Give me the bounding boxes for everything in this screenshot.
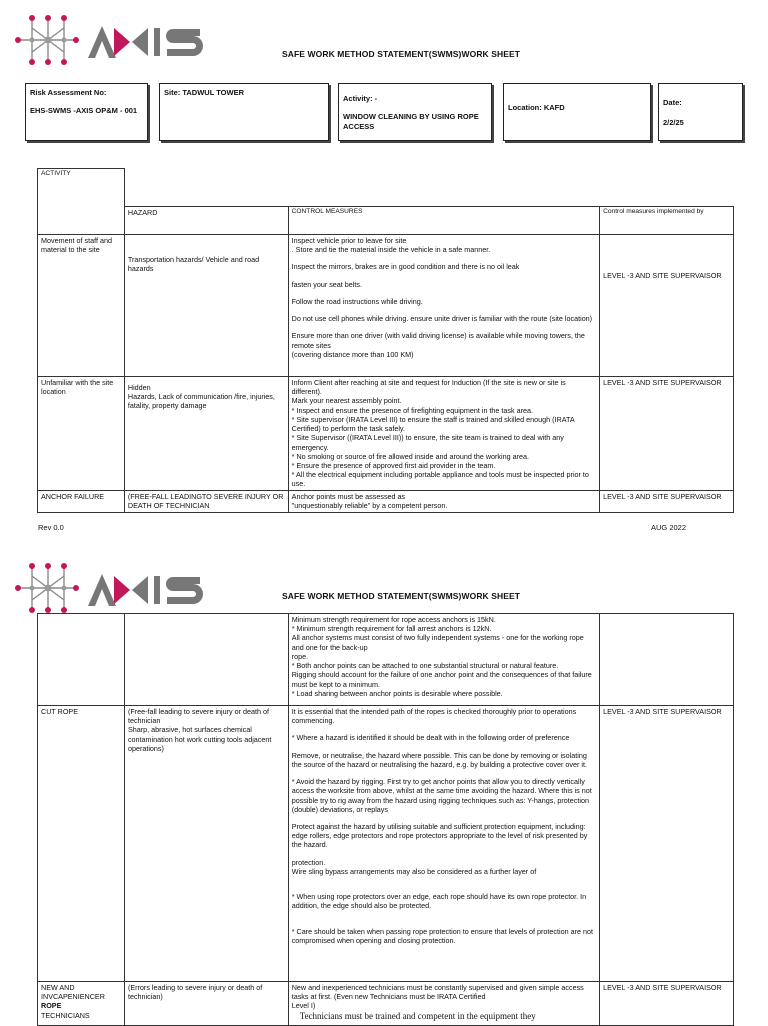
risk-assessment-box <box>25 83 148 141</box>
hazard-cell <box>124 614 288 706</box>
swms-table-page2 <box>37 613 734 1026</box>
control-cell: Minimum strength requirement for rope access anchors is 15kN. * Minimum strength requirement for fall arrest anchors is 12kN. All anchor systems must consist of two fully independent systems - one for the working rope and one for the back-up rope. * Both anchor points can be attached to one substantial structural or natural feature. Rigging should account for the failure of one anchor point and the consequences of that failure must be kept to a minimum. * Load sharing between anchor points is desirable where possible. <box>288 614 599 706</box>
activity-cell: Unfamiliar with the site location <box>38 377 125 491</box>
control-item: Inspect the mirrors, brakes are in good condition and there is no oil leak <box>291 262 520 272</box>
revision-label: Rev 0.0 <box>38 523 64 532</box>
activity-cell: ANCHOR FAILURE <box>38 490 125 512</box>
impl-cell <box>600 614 734 706</box>
col-impl-header: Control measures implemented by <box>600 207 734 235</box>
page-title: SAFE WORK METHOD STATEMENT(SWMS)WORK SHEET <box>282 591 521 601</box>
location-box <box>503 83 651 141</box>
page-title: SAFE WORK METHOD STATEMENT(SWMS)WORK SHEET <box>282 49 521 59</box>
swms-table-page1 <box>37 168 734 513</box>
control-cell <box>288 982 599 1026</box>
hazard-cell: (Free-fall leading to severe injury or death of technician Sharp, abrasive, hot surfaces chemical contamination hot work cutting tools adjacent operations) <box>124 706 288 982</box>
control-cell: Inform Client after reaching at site and request for Induction (If the site is new or site is different). Mark your nearest assembly point. * Inspect and ensure the presence of firefighting equipment in the task area. * Site supervisor (IRATA Level III) to ensure the staff is trained and skilled enough (IRATA Certified) to perform the task safely. * Site Supervisor ((IRATA Level III)) to ensure, the site team is trained to deal with any emergency. * No smoking or source of fire allowed inside and around the working area. * Ensure the presence of approved first aid provider in the team. * All the electrical equipment including portable appliance and tools must be inspected prior to use. <box>288 377 599 491</box>
control-item: New and inexperienced technicians must be constantly supervised and given simple access tasks at first. (Even new Technicians must be IRATA Certified Level I) <box>291 983 584 1011</box>
control-item: * Care should be taken when passing rope protection to ensure that levels of protection are not compromised when opening and closing protection. <box>291 926 593 945</box>
activity-label: Activity: - <box>343 94 378 103</box>
control-item: Remove, or neutralise, the hazard where possible. This can be done by removing or isolating the source of the hazard or neutralising the hazard, e.g. by building a protective cover over it. <box>291 750 587 769</box>
col-activity-header: ACTIVITY <box>38 169 125 235</box>
hazard-cell: Transportation hazards/ Vehicle and road hazards <box>124 235 288 377</box>
activity-cell: CUT ROPE <box>38 706 125 982</box>
impl-cell: LEVEL -3 AND SITE SUPERVAISOR <box>600 490 734 512</box>
activity-value: WINDOW CLEANING BY USING ROPE ACCESS <box>343 112 479 132</box>
table-row <box>38 235 734 377</box>
activity-cell: Movement of staff and material to the site <box>38 235 125 377</box>
revision-date: AUG 2022 <box>651 523 687 532</box>
control-cell: Anchor points must be assessed as "unquestionably reliable" by a competent person. <box>288 490 599 512</box>
hazard-cell: Hidden Hazards, Lack of communication /fire, injuries, fatality, property damage <box>124 377 288 491</box>
axis-logo-icon <box>10 10 210 70</box>
impl-cell: LEVEL -3 AND SITE SUPERVAISOR <box>600 706 734 982</box>
date-box <box>658 83 743 141</box>
risk-value: EHS-SWMS -AXIS OP&M - 001 <box>30 106 138 116</box>
impl-cell: LEVEL -3 AND SITE SUPERVAISOR <box>600 377 734 491</box>
location-value: Location: KAFD <box>508 103 565 112</box>
table-row <box>38 706 734 982</box>
control-item: It is essential that the intended path of the ropes is checked thoroughly prior to operations commencing. <box>291 707 577 726</box>
site-value: Site: TADWUL TOWER <box>164 88 244 97</box>
risk-label: Risk Assessment No: <box>30 88 107 97</box>
control-item: fasten your seat belts. <box>291 279 362 289</box>
control-item: Follow the road instructions while driving. <box>291 296 423 306</box>
control-item: Inspect vehicle prior to leave for site . Store and tie the material inside the vehicle in a safe manner. <box>291 236 491 255</box>
hazard-cell: (Errors leading to severe injury or death of technician) <box>124 982 288 1026</box>
impl-cell: LEVEL -3 AND SITE SUPERVAISOR <box>600 982 734 1026</box>
control-item-serif: Technicians must be trained and competent in the equipment they <box>299 1010 536 1021</box>
control-item: * When using rope protectors over an edge, each rope should have its own rope protector. In addition, the edge should also be protected. <box>291 892 587 911</box>
activity-cell <box>38 982 125 1026</box>
activity-cell <box>38 614 125 706</box>
hazard-cell: (FREE-FALL LEADINGTO SEVERE INJURY OR DEATH OF TECHNICIAN <box>124 490 288 512</box>
control-cell <box>288 235 599 377</box>
date-value: 2/2/25 <box>663 118 684 128</box>
col-hazard-header: HAZARD <box>124 207 288 235</box>
activity-bold: ROPE <box>41 1001 62 1011</box>
control-item: * Where a hazard is identified it should be dealt with in the following order of preference <box>291 733 570 743</box>
col-control-header: CONTROL MEASURES <box>288 207 599 235</box>
control-item: Protect against the hazard by utilising suitable and sufficient protection equipment, including: edge rollers, edge protectors and rope protectors appropriate to the level of risk presented by the hazard. <box>291 821 588 850</box>
axis-logo <box>10 10 210 70</box>
control-item: protection. Wire sling bypass arrangements may also be considered as a further layer of <box>291 857 537 876</box>
site-box <box>159 83 329 141</box>
control-item: Ensure more than one driver (with valid driving license) is available while moving towers, the remote sites (covering distance more than 100 KM) <box>291 331 585 359</box>
axis-logo <box>10 558 210 618</box>
control-cell <box>288 706 599 982</box>
control-item: Do not use cell phones while driving. ensure unite driver is familiar with the route (site location) <box>291 314 593 324</box>
table-row <box>38 614 734 706</box>
activity-tail: TECHNICIANS <box>41 1010 90 1020</box>
date-label: Date: <box>663 98 682 107</box>
control-item: * Avoid the hazard by rigging. First try to get anchor points that allow you to directly vertically access the worksite from above, whilst at the same time avoiding the hazard. Where this is not possible try to rig away from the hazard using rigging techniques such as: Y-hangs, protection (double) deviations, or replays <box>291 777 592 814</box>
activity-text: NEW AND INVCAPENIENCER <box>41 983 105 1002</box>
table-row <box>38 490 734 512</box>
table-row <box>38 982 734 1026</box>
table-row <box>38 377 734 491</box>
impl-cell: LEVEL -3 AND SITE SUPERVAISOR <box>600 235 734 377</box>
axis-logo-icon <box>10 558 210 618</box>
activity-box <box>338 83 492 141</box>
